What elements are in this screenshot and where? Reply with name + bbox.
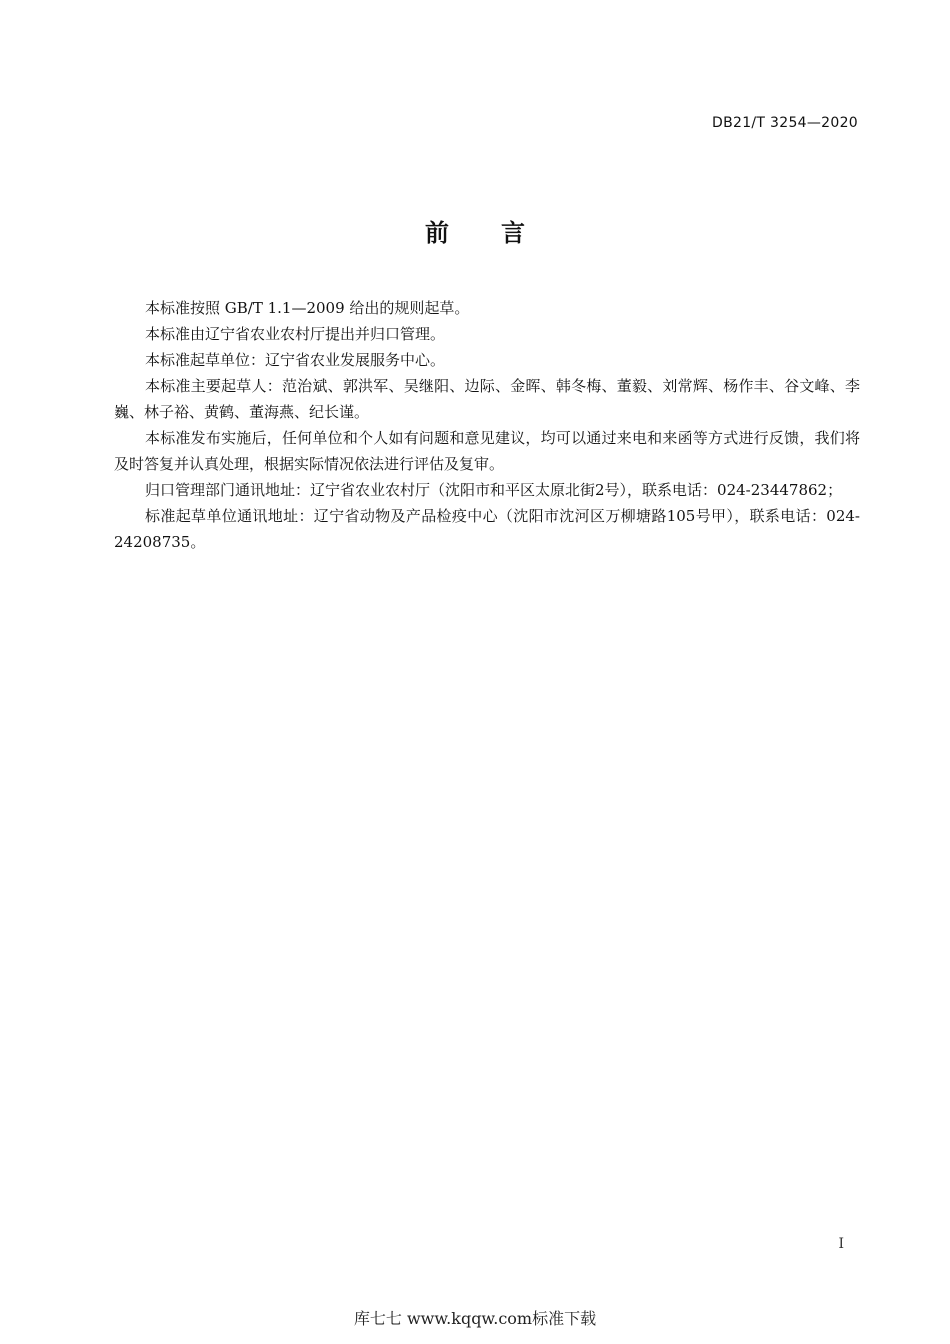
paragraph-proposer: 本标准由辽宁省农业农村厅提出并归口管理。 <box>145 325 446 343</box>
paragraph-drafting-rules: 本标准按照 GB/T 1.1—2009 给出的规则起草。 <box>145 299 470 317</box>
foreword-body <box>114 295 860 555</box>
footer-watermark: 库七七 www.kqqw.com标准下载 <box>353 1309 597 1328</box>
document-code: DB21/T 3254—2020 <box>712 115 858 131</box>
page-number: I <box>838 1236 844 1252</box>
paragraph-feedback: 本标准发布实施后，任何单位和个人如有问题和意见建议，均可以通过来电和来函等方式进行反馈，我们将及时答复并认真处理，根据实际情况依法进行评估及复审。 <box>114 429 860 473</box>
paragraph-drafter-address: 标准起草单位通讯地址：辽宁省动物及产品检疫中心（沈阳市沈河区万柳塘路105号甲），联系电话：024-24208735。 <box>114 507 860 551</box>
page-title: 前言 <box>425 219 577 247</box>
paragraph-management-address: 归口管理部门通讯地址：辽宁省农业农村厅（沈阳市和平区太原北街2号），联系电话：024-23447862； <box>145 481 843 499</box>
paragraph-drafters: 本标准主要起草人：范治斌、郭洪军、吴继阳、边际、金晖、韩冬梅、董毅、刘常辉、杨作丰、谷文峰、李巍、林子裕、黄鹤、董海燕、纪长谨。 <box>114 377 860 421</box>
paragraph-drafting-unit: 本标准起草单位：辽宁省农业发展服务中心。 <box>145 351 446 369</box>
